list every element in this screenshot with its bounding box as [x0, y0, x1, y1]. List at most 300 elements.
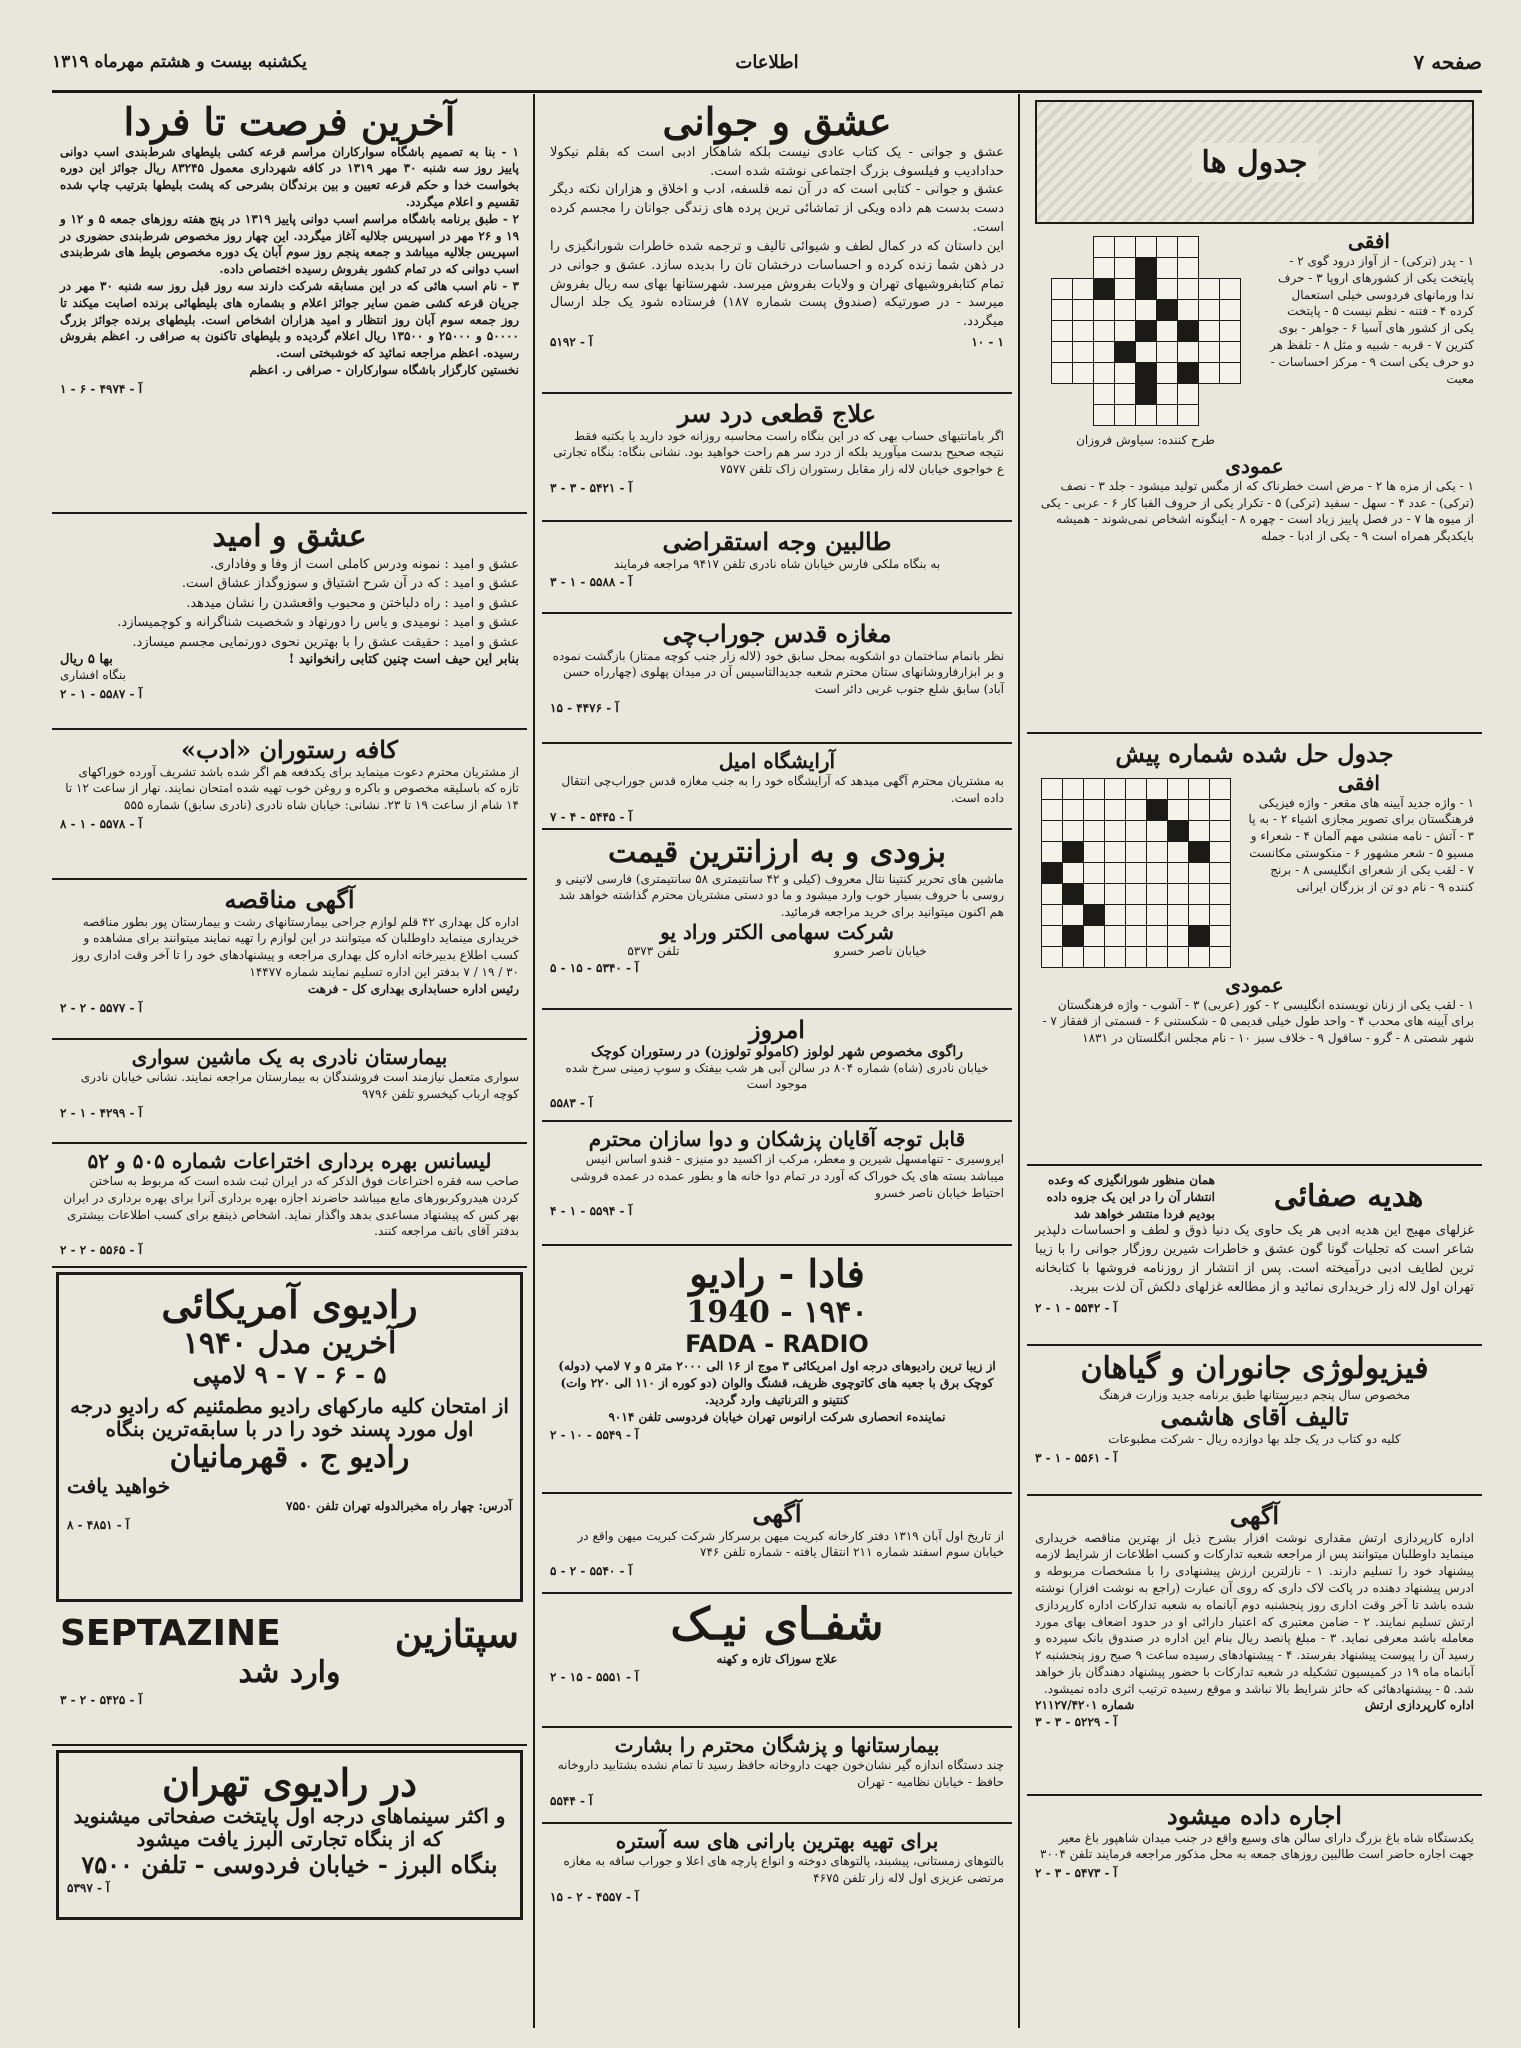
- loan-title: طالبین وجه استقراضی: [662, 527, 892, 556]
- grid-cell: [1051, 300, 1072, 321]
- license-ad: [52, 1144, 527, 1268]
- grid-cell: [1188, 799, 1209, 820]
- grid-cell: [1198, 321, 1219, 342]
- radio-tehran-address: بنگاه البرز - خیابان فردوسی - تلفن ۷۵۰۰: [81, 1849, 498, 1879]
- grid-cell: [1209, 904, 1230, 925]
- raincoat-code: آ - ۴۵۵۷ - ۲ - ۱۵: [550, 1889, 639, 1904]
- emrouz-code: آ - ۵۵۸۳: [550, 1096, 593, 1111]
- grid-cell: [1114, 321, 1135, 342]
- grid-cell: [1177, 300, 1198, 321]
- grid-cell: [1209, 946, 1230, 967]
- doctors-ad: [542, 1122, 1012, 1246]
- grid-cell: [1167, 862, 1188, 883]
- grid-cell: [1156, 300, 1177, 321]
- love-youth-p1: عشق و جوانی - یک کتاب عادی نیست بلکه شاهکار ادبی است که بقلم نیکولا حدادادیب و فیلسوف بزرگ اجتماعی نوشته شده است.: [550, 144, 1004, 179]
- grid-cell: [1198, 279, 1219, 300]
- grid-cell: [1167, 883, 1188, 904]
- match-title: آگهی: [752, 1499, 802, 1528]
- shafa-ad: [542, 1594, 1012, 1728]
- rent-body: یکدستگاه شاه باغ بزرگ دارای سالن های وسیع واقع در جنب میدان شاهپور باغ معیر جهت اجاره حاضر است طالبین روزهای جمعه به محل مذکور مراجعه فرمایند تلفن ۳۰۰۴: [1040, 1830, 1474, 1862]
- match-factory-ad: [542, 1494, 1012, 1594]
- grid-cell: [1188, 925, 1209, 946]
- lottery-p3: ۳ - نام اسب هائی که در این مسابقه شرکت دارند سه روز قبل روز سه شنبه ۳۰ مهر در جریان قرعه کشی ضمن سایر جوائز اعلام و بشماره های بلیطهائی برنده اصابت میکند تا روز جمعه سوم آبان روز انتظار و امید هزاران اشخاص است. بلیطهای برنده جوائز بزرگ ۵۰۰۰۰ و ۲۵۰۰۰ و ۱۳۵۰۰ ریال اعلام گردیده و بلیطهای تاکنون به صرافی ر. اعظم بفروش رسیده. اعظم مراجعه نمائید که خوشبختی است.: [60, 279, 519, 361]
- physiology-author: تالیف آقای هاشمی: [1160, 1402, 1349, 1432]
- solution-down-clues: ۱ - لقب یکی از زنان نویسنده انگلیسی ۲ - کور (عربی) ۳ - آشوب - واژه فرهنگستان برای آیینه های محدب ۴ - واحد طول خیلی قدیمی ۵ - شکستنی ۶ - قسمتی از قفقاز ۷ - شهر شصتی ۸ - گرو - ساقول ۹ - خلاف سبز ۱۰ - نام مجلس انگلستان در ۱۸۳۱: [1042, 997, 1474, 1046]
- grid-cell: [1146, 925, 1167, 946]
- rent-title: اجاره داده میشود: [1167, 1801, 1342, 1830]
- grid-cell: [1041, 778, 1062, 799]
- fada-latin: FADA - RADIO: [685, 1330, 869, 1359]
- loan-code: آ - ۵۵۸۸ - ۱ - ۳: [550, 575, 633, 590]
- grid-cell: [1093, 384, 1114, 405]
- column-divider: [533, 94, 535, 2028]
- grid-cell: [1083, 862, 1104, 883]
- grid-cell: [1051, 237, 1072, 258]
- license-code: آ - ۵۵۶۵ - ۲ - ۲: [60, 1243, 143, 1258]
- grid-cell: [1104, 778, 1125, 799]
- grid-cell: [1083, 883, 1104, 904]
- paper-name: اطلاعات: [735, 52, 799, 73]
- grid-cell: [1219, 258, 1240, 279]
- lottery-title: آخرین فرصت تا فردا: [123, 99, 456, 144]
- grid-cell: [1156, 279, 1177, 300]
- cafe-body: از مشتریان محترم دعوت مینماید برای یکدفعه هم اگر شده باشد تشریف آورده خوراکهای تازه که باسلیقه مخصوص و باکره و روغن خوب تهیه شده امتحان نمایند. نهار از ساعت ۱۲ تا ۱۴ شام از ساعت ۱۹ تا ۲۳. نشانی: خیابان شاه نادری (نادری سابق) شماره ۵۵۵: [65, 764, 519, 813]
- grid-cell: [1062, 925, 1083, 946]
- grid-cell: [1083, 946, 1104, 967]
- grid-cell: [1188, 841, 1209, 862]
- lottery-p1: ۱ - بنا به تصمیم باشگاه سوارکاران مراسم قرعه کشی بلیطهای شرط‌بندی اسب دوانی پاییز روز سه شنبه ۳۰ مهر ۱۳۱۹ در کافه شهرداری معمول ۸۳۲۴۵ ریال جوائز این دوره بخواست خدا و حکم قرعه تعیین و بین برندگان بشرحی که پشت بلیطها بترتیب چاپ شده تقسیم و اعلام میگردد.: [60, 144, 519, 210]
- grid-cell: [1167, 904, 1188, 925]
- grid-cell: [1114, 258, 1135, 279]
- grid-cell: [1156, 384, 1177, 405]
- grid-cell: [1041, 862, 1062, 883]
- grid-cell: [1125, 778, 1146, 799]
- hope-price: بها ۵ ریال: [60, 652, 113, 667]
- grid-cell: [1177, 279, 1198, 300]
- nadery-hospital-ad: [52, 1040, 527, 1144]
- hope-code: آ - ۵۵۸۷ - ۱ - ۲: [60, 686, 143, 701]
- grid-cell: [1041, 925, 1062, 946]
- hedie-code: آ - ۵۵۴۲ - ۱ - ۲: [1035, 1300, 1118, 1315]
- procurement-body: اداره کارپردازی ارتش مقداری نوشت افزار بشرح ذیل از بهترین مناقصه خریداری مینماید داوطلبان میتوانند پس از مراجعه شعبه تدارکات و کسب اطلاعات از شرایط لازمه پیشنهاد خود را تسلیم دارند. ۱ - نازلترین ارزش پیشنهادی را با مشخصات مربوطه و ادرس پیشنهاد دهنده در پاکت لاک داری که روی آن عبارت (راجع به نوشت افزار) نوشته شده باشد تا آخر وقت اداری روز پنجشنبه دوم آبانماه به شعبه تدارکات اداره کارپردازی ارتش تسلیم نمایند. ۲ - ضامن معتبری که اعتبار دارائی او در حدود اضعاف بهای مورد معامله باشد معرفی نماید. ۳ - مبلغ پانصد ریال بنام این اداره در صندوق بانک سپرده و رسید آن را پیوست پیشنهاد بفرستد. ۴ - پیشنهادهای رسیده ساعت ۹ صبح روز پنجشنبه ۲ آبانماه ماه ۱۹ در کمیسیون تشکیله در شعبه تدارکات با حضور پیشنهاد دهندگان باز خواهد شد. ۵ - پیشنهادهائی که حائز شرایط بالا نباشد و موقع رسیده ترتیب اثری داده نمیشود.: [1035, 1530, 1475, 1696]
- procurement-title: آگهی: [1229, 1501, 1280, 1530]
- love-youth-p2: عشق و جوانی - کتابی است که در آن نمه فلسفه، ادب و اخلاق و هزاران نکته دیگر دست بدست هم داده ویکی از تماشائی ترین پرده های زندگی جوانان را مجسم کرده است.: [550, 182, 1004, 236]
- tender-body: اداره کل بهداری ۴۲ قلم لوازم جراحی بیمارستانهای رشت و بیمارستان پور بطور مناقصه خریداری مینماید داوطلبان که میتوانند در این لوازم را تهیه نمایند میتوانند برای مشاهده و کسب اطلاع بدبیرخانه اداره کل بهداری مراجعه و پیشنهادهای خود را تا آخر وقت اداری روز ۳۰ / ۱۹ / ۷ بدفتر این اداره تسلیم نمایند شماره ۱۴۴۷۷: [72, 914, 519, 979]
- grid-cell: [1146, 820, 1167, 841]
- solution-across-clues: ۱ - واژه جدید آیینه های مقعر - واژه فیزیکی فرهنگستان برای تصویر مجازی اشیاء ۲ - به پا ۳ - آتش - نامه منشی مهم آلمان ۴ - شعراء و مسیو ۵ - شعر مشهور ۶ - منکوستی مکانست ۷ - لقب یکی از شعرای انگلیسی ۸ - برنج کننده ۹ - نام دو تن از بزرگان ایرانی: [1248, 795, 1474, 894]
- grid-cell: [1177, 321, 1198, 342]
- grid-cell: [1209, 799, 1230, 820]
- grid-cell: [1219, 300, 1240, 321]
- doctors-body: ایروسیری - تنهامسهل شیرین و معطر، مرکب از اکسید دو منیزی - قندو اساس انیس میباشد بسته های یک خوراک که آورد در تمام دوا خانه ها و بطور عمده در عمده فروشی احتیاط خیابان ناصر خسرو: [570, 1152, 1004, 1200]
- match-code: آ - ۵۵۴۰ - ۲ - ۵: [550, 1564, 633, 1579]
- grid-cell: [1209, 820, 1230, 841]
- hope-line: عشق و امید : راه دلباختن و محبوب واقعشدن را نشان میدهد.: [186, 595, 519, 611]
- grid-cell: [1051, 321, 1072, 342]
- grid-cell: [1093, 405, 1114, 426]
- solution-section: [1027, 734, 1482, 1166]
- grid-cell: [1219, 342, 1240, 363]
- grid-cell: [1198, 342, 1219, 363]
- radio-tehran-body: و اکثر سینماهای درجه اول پایتخت صفحاتی میشنوید که از بنگاه تجارتی البرز یافت میشود: [73, 1803, 506, 1851]
- grid-cell: [1156, 237, 1177, 258]
- column-left: [52, 94, 527, 2028]
- kodos-code: آ - ۴۴۷۶ - ۱۵: [550, 700, 619, 715]
- physiology-title: فیزیولوژی جانوران و گیاهان: [1080, 1351, 1429, 1386]
- grid-cell: [1135, 321, 1156, 342]
- grid-cell: [1135, 405, 1156, 426]
- grid-cell: [1051, 363, 1072, 384]
- raincoat-title: برای تهیه بهترین بارانی های سه آستره: [615, 1829, 939, 1853]
- kodos-title: مغازه قدس جوراب‌چی: [662, 619, 892, 648]
- lottery-sign: نخستین کارگزار باشگاه سوارکاران - صرافی ر. اعظم: [249, 363, 519, 378]
- grid-cell: [1125, 904, 1146, 925]
- grid-cell: [1146, 778, 1167, 799]
- crossword-grid: [1035, 236, 1256, 426]
- headache-ad: [542, 394, 1012, 522]
- typewriter-phone: تلفن ۵۳۷۳: [627, 943, 680, 958]
- lottery-p2: ۲ - طبق برنامه باشگاه مراسم اسب دوانی پاییز ۱۳۱۹ در پنج هفته روزهای جمعه ۵ و ۱۲ و ۱۹ و ۲۶ مهر در اسپریس جلالیه آغاز میگردد. این چهار روز مخصوص شرط‌بندی حضوری در اسپریس جلالیه میباشد و جمعه پنجم روز سوم آبان یک دوره مخصوص بلیط های شرط‌بندی اسب دوانی که در تمام کشور بفروش رسیده اختصاص داده.: [60, 211, 520, 277]
- lottery-code: آ - ۴۹۷۴ - ۶ - ۱: [60, 381, 143, 396]
- grid-cell: [1041, 841, 1062, 862]
- nadery-code: آ - ۴۲۹۹ - ۱ - ۲: [60, 1105, 143, 1120]
- fada-agent: نمایندهء انحصاری شرکت ارانوس تهران خیابان فردوسی تلفن ۹۰۱۴: [608, 1409, 946, 1424]
- grid-cell: [1083, 841, 1104, 862]
- hedie-ad: [1027, 1166, 1482, 1346]
- solution-across-label: افقی: [1338, 770, 1380, 795]
- love-youth-code-a: آ - ۵۱۹۲: [550, 335, 593, 350]
- hospital-ad: [542, 1728, 1012, 1824]
- grid-cell: [1135, 363, 1156, 384]
- grid-cell: [1146, 799, 1167, 820]
- cafe-title: کافه رستوران «ادب»: [181, 735, 398, 764]
- grid-cell: [1219, 279, 1240, 300]
- grid-cell: [1167, 841, 1188, 862]
- grid-cell: [1051, 342, 1072, 363]
- grid-cell: [1188, 862, 1209, 883]
- grid-cell: [1041, 820, 1062, 841]
- grid-cell: [1104, 883, 1125, 904]
- typewriter-address: خیابان ناصر خسرو: [834, 943, 927, 958]
- newspaper-page: [52, 38, 1482, 2028]
- grid-cell: [1188, 883, 1209, 904]
- grid-cell: [1093, 279, 1114, 300]
- fada-year: ۱۹۴۰ - 1940: [686, 1294, 868, 1330]
- loan-ad: [542, 522, 1012, 614]
- issue-date: یکشنبه بیست و هشتم مهرماه ۱۳۱۹: [52, 52, 307, 72]
- grid-cell: [1177, 258, 1198, 279]
- hospital-code: آ - ۵۵۴۴: [550, 1793, 593, 1808]
- grid-cell: [1209, 862, 1230, 883]
- grid-cell: [1062, 778, 1083, 799]
- crossword-across-clues: ۱ - پدر (ترکی) - از آواز درود گوی ۲ - پایتخت یکی از کشورهای اروپا ۳ - حرف ندا ورمانهای فردوسی خیلی استعمال کرده ۴ - فتنه - نظم نیست ۵ - پایتخت یکی از کشور های آسیا ۶ - جواهر - بوی کترین ۷ - قربه - شبیه و مثل ۸ - تلفظ هر دو حرف یکی است ۹ - مرکز احساسات - معبت: [1270, 254, 1474, 386]
- grid-cell: [1051, 384, 1072, 405]
- grid-cell: [1125, 862, 1146, 883]
- grid-cell: [1209, 925, 1230, 946]
- typewriter-company: شرکت سهامی الکتر وراد یو: [660, 919, 894, 944]
- grid-cell: [1146, 862, 1167, 883]
- grid-cell: [1167, 925, 1188, 946]
- nadery-body: سواری متعمل نیازمند است فروشندگان به بیمارستان مراجعه نمایند. نشانی خیابان نادری کوچه ارباب کیخسرو تلفن ۹۷۹۶: [80, 1070, 519, 1101]
- grid-cell: [1062, 904, 1083, 925]
- rent-ad: [1027, 1796, 1482, 1888]
- septazine-code: آ - ۵۴۲۵ - ۲ - ۳: [60, 1693, 143, 1708]
- grid-cell: [1198, 384, 1219, 405]
- grid-cell: [1093, 363, 1114, 384]
- grid-cell: [1114, 384, 1135, 405]
- grid-cell: [1072, 363, 1093, 384]
- grid-cell: [1104, 946, 1125, 967]
- grid-cell: [1219, 405, 1240, 426]
- grid-cell: [1177, 405, 1198, 426]
- grid-cell: [1188, 904, 1209, 925]
- grid-cell: [1062, 862, 1083, 883]
- grid-cell: [1093, 300, 1114, 321]
- tender-title: آگهی مناقصه: [224, 885, 355, 914]
- grid-cell: [1209, 883, 1230, 904]
- masthead: [52, 38, 1482, 93]
- american-radio-company: رادیو ج . قهرمانیان: [169, 1439, 410, 1475]
- procurement-signer: اداره کارپردازی ارتش: [1364, 1697, 1474, 1712]
- grid-cell: [1083, 925, 1104, 946]
- grid-cell: [1146, 904, 1167, 925]
- procurement-code: آ - ۵۲۲۹ - ۳ - ۳: [1035, 1714, 1118, 1729]
- grid-cell: [1041, 946, 1062, 967]
- grid-cell: [1104, 820, 1125, 841]
- crossword-designer: طرح کننده: سیاوش فروزان: [1076, 433, 1215, 447]
- grid-cell: [1188, 946, 1209, 967]
- hedie-body: غزلهای مهیج این هدیه ادبی هر یک حاوی یک دنیا ذوق و لطف و احساسات دلپذیر شاعر است که تجلیات گونا گون عشق و خاطرات شیرین روزگار جوانی را با زیبا ترین لطایف ادبی درآمیخته است. پس از انتشار از روزنامه فروشها با کتابخانه تهران اول لاله زار خریداری نمائید و از مطالعه غزلهای دلکش آن لذت ببرید.: [1035, 1223, 1474, 1295]
- doctors-code: آ - ۵۵۹۴ - ۱ - ۴: [550, 1204, 633, 1219]
- septazine-latin: SEPTAZINE: [60, 1613, 281, 1655]
- license-body: صاحب سه فقره اختراعات فوق الذکر که در ایران ثبت شده است که مربوط به ساختن کردن هیدروکربورهای مایع میباشد حاضرند اجازه بهره برداری آنرا برای بهره برداری در ایران بهر کس که پیشنهاد مساعدی بدهد واگذار نماید. اشخاص ذینفع برای کسب اطلاعات بیشتری بدفتر آقای باتف مراجعه کنند.: [63, 1174, 519, 1239]
- hope-line: عشق و امید : نمونه ودرس کاملی است از وفا و وفاداری.: [210, 556, 519, 572]
- grid-cell: [1146, 883, 1167, 904]
- loan-body: به بنگاه ملکی فارس خیابان شاه نادری تلفن ۹۴۱۷ مراجعه فرمایند: [613, 556, 941, 571]
- grid-cell: [1083, 820, 1104, 841]
- fada-code: آ - ۵۵۴۹ - ۱۰ - ۲: [550, 1428, 639, 1443]
- grid-cell: [1051, 258, 1072, 279]
- grid-cell: [1062, 883, 1083, 904]
- grid-cell: [1093, 237, 1114, 258]
- grid-cell: [1156, 321, 1177, 342]
- grid-cell: [1146, 841, 1167, 862]
- american-radio-code: آ - ۴۸۵۱ - ۸: [67, 1518, 130, 1533]
- match-body: از تاریخ اول آبان ۱۳۱۹ دفتر کارخانه کبریت میهن برسرکار شرکت کبریت میهن واقع در خیابان سوم اسفند شماره ۲۱۱ انتقال یافته - شماره تلفن ۷۴۶: [577, 1528, 1004, 1560]
- grid-cell: [1198, 405, 1219, 426]
- column-divider: [1018, 94, 1020, 2028]
- physiology-note: کلیه دو کتاب در یک جلد بها دوازده ریال - شرکت مطبوعات: [1108, 1431, 1401, 1446]
- solution-grid: [1035, 778, 1236, 968]
- crossword-banner: [1035, 100, 1474, 224]
- grid-cell: [1209, 841, 1230, 862]
- physiology-subtitle: مخصوص سال پنجم دبیرستانها طبق برنامه جدید وزارت فرهنگ: [1098, 1387, 1411, 1402]
- grid-cell: [1198, 237, 1219, 258]
- grid-cell: [1198, 363, 1219, 384]
- grid-cell: [1167, 799, 1188, 820]
- tender-sign: رئیس اداره حسابداری بهداری کل - فرهت: [307, 981, 519, 996]
- fada-radio-ad: [542, 1246, 1012, 1494]
- hope-seller: بنگاه افشاری: [60, 668, 126, 682]
- kodos-body: نظر بانمام ساختمان دو اشکوبه بمحل سابق خود (لاله زار جنب کوچه ممتاز) بازگشت نموده و بر ابزارفاروشانهای ستان محترم شعبه جدیدالتاسیس آن در میدان پهلوی (چهارراه حسن آباد) سابق شلع جنوب غربی دائر است: [552, 648, 1004, 697]
- emrouz-ad: [542, 1010, 1012, 1122]
- physiology-ad: [1027, 1346, 1482, 1496]
- hope-line: عشق و امید : که در آن شرح اشتیاق و سوزوگداز عشاق است.: [181, 576, 519, 591]
- grid-cell: [1114, 342, 1135, 363]
- grid-cell: [1156, 363, 1177, 384]
- grid-cell: [1072, 342, 1093, 363]
- grid-cell: [1104, 862, 1125, 883]
- hope-line: عشق و امید : حقیقت عشق را با بهترین نحوی دورنمایی مجسم میسازد.: [132, 634, 519, 650]
- column-middle: [542, 94, 1012, 2028]
- grid-cell: [1083, 778, 1104, 799]
- grid-cell: [1062, 841, 1083, 862]
- grid-cell: [1062, 820, 1083, 841]
- american-radio-tail: خواهید یافت: [67, 1474, 171, 1499]
- grid-cell: [1041, 883, 1062, 904]
- grid-cell: [1083, 799, 1104, 820]
- grid-cell: [1072, 258, 1093, 279]
- grid-cell: [1177, 363, 1198, 384]
- crossword-title: جدول ها: [1192, 143, 1318, 182]
- tender-ad: [52, 880, 527, 1040]
- crossword-section: [1027, 94, 1482, 734]
- septazine-title: سپتازین: [394, 1611, 519, 1656]
- amil-title: آرایشگاه امیل: [718, 749, 836, 773]
- grid-cell: [1072, 279, 1093, 300]
- septazine-ad: [52, 1606, 527, 1746]
- american-radio-ad: [56, 1272, 523, 1602]
- grid-cell: [1135, 237, 1156, 258]
- grid-cell: [1104, 841, 1125, 862]
- grid-cell: [1135, 258, 1156, 279]
- emrouz-title: امروز: [749, 1015, 805, 1044]
- fada-body: از زیبا ترین رادیوهای درجه اول امریکائی ۳ موج از ۱۶ الی ۲۰۰۰ متر ۵ و ۷ لامپ (دوله) کوچک برق با جعبه های کاتوچوی ظریف، قشنگ والوان (دو کوره از ۱۱۰ الی ۲۲۰ وات) کنتینو و الترناتیف وارد گردید.: [558, 1359, 996, 1407]
- grid-cell: [1093, 258, 1114, 279]
- grid-cell: [1072, 321, 1093, 342]
- shafa-title: شفـای نیـک: [670, 1599, 884, 1650]
- american-radio-address: آدرس: چهار راه مخبرالدوله تهران تلفن ۷۵۵۰: [286, 1499, 512, 1514]
- grid-cell: [1062, 946, 1083, 967]
- fada-title: فادا - رادیو: [689, 1251, 865, 1296]
- crossword-down-label: عمودی: [1225, 453, 1284, 478]
- amil-body: به مشتریان محترم آگهی میدهد که آرایشگاه خود را به جنب مغازه قدس جوراب‌چی انتقال داده است.: [561, 774, 1004, 805]
- crossword-down-clues: ۱ - یکی از مزه ها ۲ - مرض است خطرناک که از مگس تولید میشود - جلد ۳ - نصف (ترکی) - عدد ۴ - سهل - سفید (ترکی) ۵ - تکرار یکی از حروف الفبا کار ۶ - عربی - یکی از میوه ها ۷ - در فصل پاییز زیاد است - چهره ۸ - اینگونه اشخاص نمی‌شوند - همیشه بایکدیگر همراه است ۹ - یکی از ادبا - جمله: [1040, 478, 1474, 544]
- love-youth-code-b: ۱۰ - ۱: [971, 335, 1004, 350]
- septazine-subtitle: وارد شد: [238, 1654, 341, 1690]
- grid-cell: [1125, 925, 1146, 946]
- kodos-store-ad: [542, 614, 1012, 744]
- cafe-code: آ - ۵۵۷۸ - ۱ - ۸: [60, 816, 143, 831]
- nadery-title: بیمارستان نادری به یک ماشین سواری: [131, 1045, 448, 1069]
- american-radio-model: آخرین مدل ۱۹۴۰: [182, 1325, 397, 1361]
- raincoat-ad: [542, 1824, 1012, 1912]
- grid-cell: [1041, 799, 1062, 820]
- amil-code: آ - ۵۴۴۵ - ۴ - ۷: [550, 809, 633, 824]
- grid-cell: [1198, 300, 1219, 321]
- grid-cell: [1135, 300, 1156, 321]
- grid-cell: [1156, 258, 1177, 279]
- emrouz-subtitle: راگوی مخصوص شهر لولوز (کامولو تولوزن) در رستوران کوچک: [590, 1043, 964, 1060]
- grid-cell: [1062, 799, 1083, 820]
- typewriter-body: ماشین های تحریر کنتینا نتال معروف (کیلی و ۴۲ سانتیمتری ۵۸ سانتیمتری) فارسی لاتینی و روسی با حروف بسیار خوب وارد میشود و ما دو دستی مشتریان محترم گذاشته خواهد شد هم اکنون میتوانید برای خرید مراجعه فرمائید.: [555, 871, 1004, 920]
- grid-cell: [1209, 778, 1230, 799]
- typewriter-title: بزودی و به ارزانترین قیمت: [608, 835, 946, 870]
- grid-cell: [1051, 279, 1072, 300]
- cafe-adab-ad: [52, 730, 527, 880]
- headache-body: اگر بامانتیهای حساب بهی که در این بنگاه راست محاسبه روزانه خود دارید یا بکتبه فقط نتیجه صحیح بدست میآورید بلکه از درد سر هم راحت خواهید بود. نشانی بنگاه: بنگاه تجارتی ع خواجوی خیابان لاله زار مقابل رستوران زاک تلفن ۷۵۷۷: [553, 428, 1004, 477]
- solution-title: جدول حل شده شماره پیش: [1115, 739, 1394, 768]
- shafa-code: آ - ۵۵۵۱ - ۱۵ - ۲: [550, 1670, 639, 1685]
- page-number: صفحه ۷: [1413, 50, 1482, 74]
- hope-line: عشق و امید : نومیدی و یاس را دورنهاد و شخصیت شناگرانه و کوچمیسازد.: [117, 615, 519, 630]
- grid-cell: [1104, 904, 1125, 925]
- hospital-body: چند دستگاه اندازه گیر نشان‌خون جهت داروخانه حافظ رسید تا تمام نشده بشتابید داروخانه حافظ - خیابان نظامیه - تهران: [557, 1758, 1004, 1789]
- grid-cell: [1114, 405, 1135, 426]
- grid-cell: [1135, 384, 1156, 405]
- grid-cell: [1177, 237, 1198, 258]
- grid-cell: [1219, 363, 1240, 384]
- grid-cell: [1072, 405, 1093, 426]
- grid-cell: [1093, 342, 1114, 363]
- hope-title: عشق و امید: [212, 519, 367, 554]
- grid-cell: [1177, 342, 1198, 363]
- hedie-note: همان منظور شورانگیزی که وعده انتشار آن را در این یک جزوه داده بودیم فردا منتشر خواهد شد: [1046, 1173, 1215, 1221]
- solution-down-label: عمودی: [1225, 972, 1284, 997]
- emrouz-body: خیابان نادری (شاه) شماره ۸۰۴ در سالن آبی هر شب بیفتک و سوپ زمینی سرخ شده موجود است: [565, 1060, 989, 1092]
- grid-cell: [1156, 405, 1177, 426]
- grid-cell: [1051, 405, 1072, 426]
- grid-cell: [1125, 799, 1146, 820]
- hope-note: بنابر این حیف است چنین کتابی رانخوانید !: [288, 652, 519, 667]
- grid-cell: [1125, 946, 1146, 967]
- grid-cell: [1177, 384, 1198, 405]
- love-youth-p3: این داستان که در کمال لطف و شیوائی تالیف و ترجمه شده خاطرات شورانگیزی را در ذهن شما زنده کرده و احساسات درخشان تان را بدیده سازد. عشق و جوانی در تمام کتابفروشیهای تهران و ولایات بفروش میرسد. شهرستانها بهای سه ریال بفروش میرسد - در صورتیکه (صندوق پست شماره ۱۸۷) فرستاده شود یک جلد ارسال میگردد.: [550, 238, 1005, 330]
- shafa-body: علاج سوزاک تازه و کهنه: [716, 1651, 838, 1666]
- rent-code: آ - ۵۴۷۳ - ۳ - ۲: [1035, 1866, 1118, 1881]
- grid-cell: [1093, 321, 1114, 342]
- grid-cell: [1198, 258, 1219, 279]
- tender-code: آ - ۵۵۷۷ - ۲ - ۲: [60, 1000, 143, 1015]
- raincoat-body: بالتوهای زمستانی، پیشبند، پالتوهای دوخته و انواع پارچه های اعلا و جوراب ساقه به مغازه مرتضی عزیزی اول لاله زار تلفن ۴۶۷۵: [563, 1854, 1004, 1885]
- grid-cell: [1125, 883, 1146, 904]
- grid-cell: [1167, 946, 1188, 967]
- grid-cell: [1156, 342, 1177, 363]
- doctors-title: قابل توجه آقایان پزشکان و دوا سازان محترم: [588, 1127, 966, 1151]
- amil-salon-ad: [542, 744, 1012, 830]
- crossword-across-label: افقی: [1348, 229, 1390, 253]
- grid-cell: [1146, 946, 1167, 967]
- grid-cell: [1072, 237, 1093, 258]
- american-radio-lamps: ۵ - ۶ - ۷ - ۹ لامپی: [192, 1360, 387, 1390]
- physiology-code: آ - ۵۵۶۱ - ۱ - ۳: [1035, 1450, 1118, 1465]
- grid-cell: [1188, 778, 1209, 799]
- headache-title: علاج قطعی درد سر: [677, 399, 877, 428]
- grid-cell: [1114, 279, 1135, 300]
- american-radio-title: رادیوی آمریکائی: [161, 1282, 418, 1327]
- grid-cell: [1041, 904, 1062, 925]
- typewriter-ad: [542, 830, 1012, 1010]
- grid-cell: [1135, 342, 1156, 363]
- grid-cell: [1072, 300, 1093, 321]
- grid-cell: [1104, 925, 1125, 946]
- grid-cell: [1114, 237, 1135, 258]
- lottery-ad: [52, 94, 527, 514]
- grid-cell: [1083, 904, 1104, 925]
- hospital-title: بیمارستانها و پزشگان محترم را بشارت: [614, 1733, 940, 1757]
- grid-cell: [1114, 363, 1135, 384]
- grid-cell: [1072, 384, 1093, 405]
